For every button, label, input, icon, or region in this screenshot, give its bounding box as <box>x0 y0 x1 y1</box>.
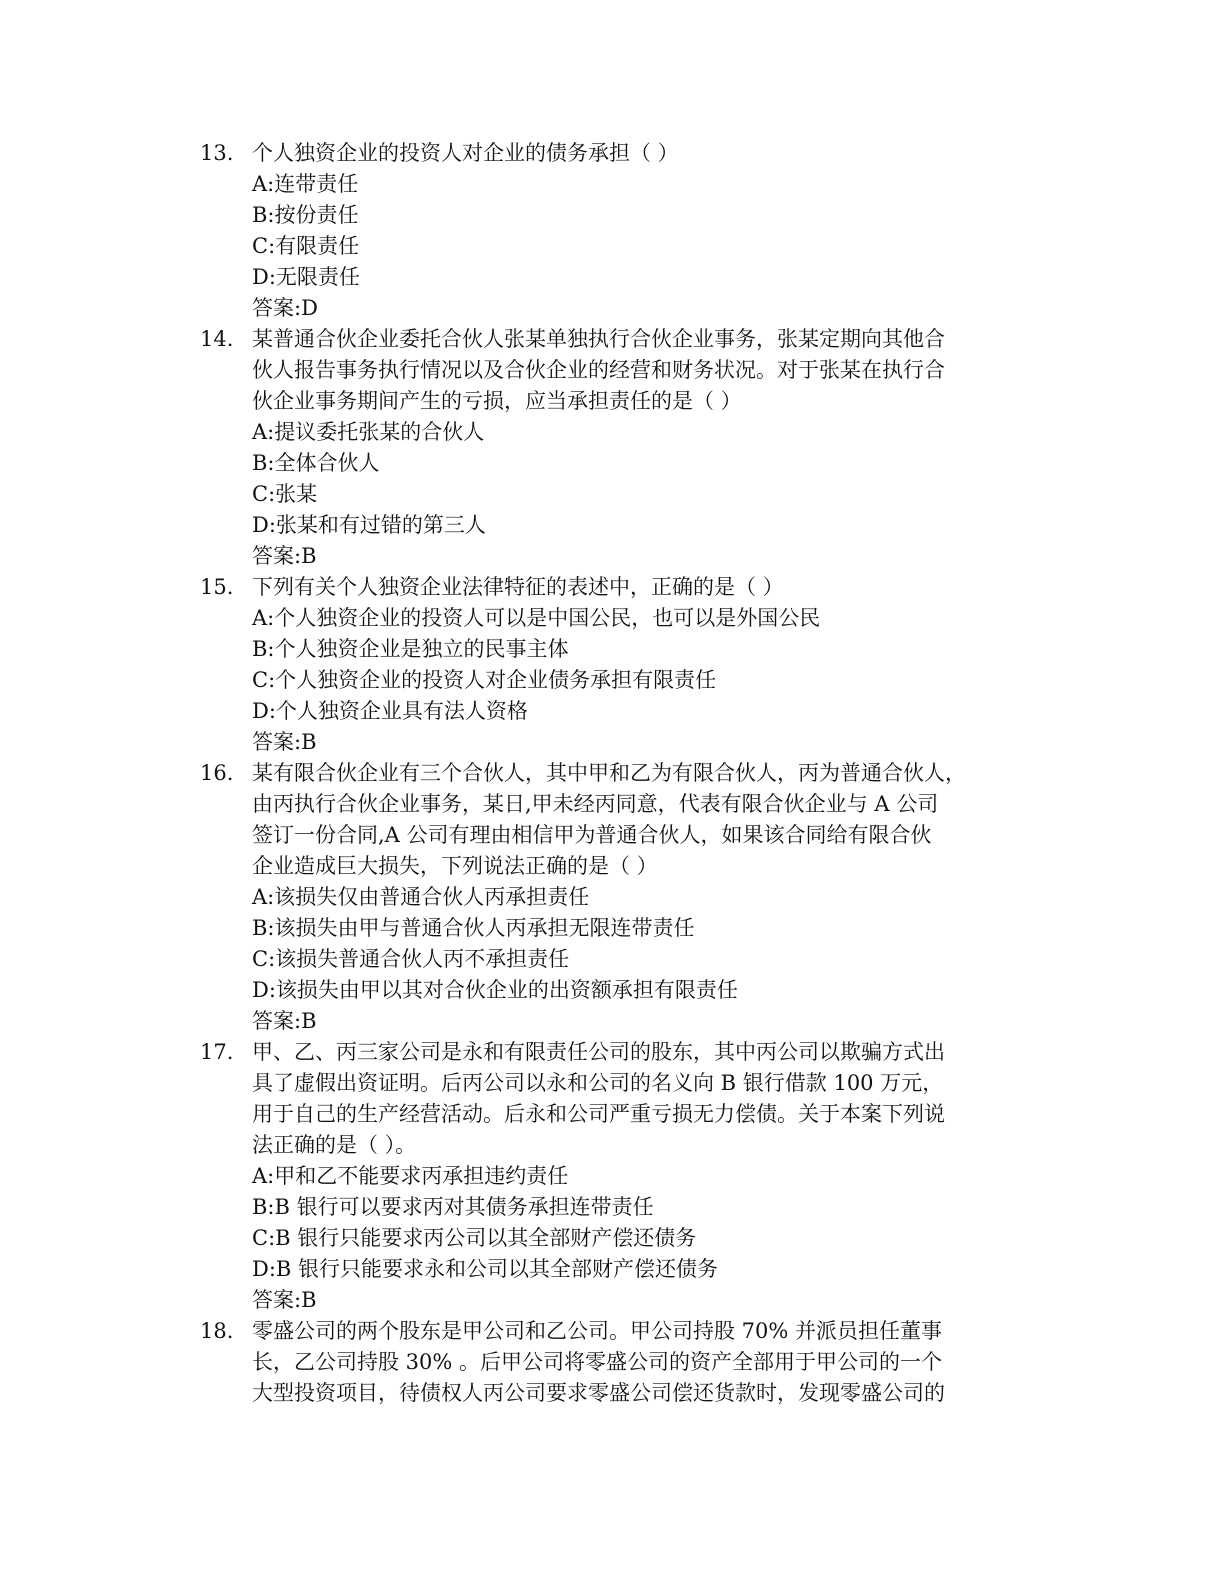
option-c: C:B 银行只能要求丙公司以其全部财产偿还债务 <box>252 1226 697 1250</box>
question-15 <box>200 572 1060 758</box>
question-number: 17. <box>200 1040 234 1064</box>
question-stem-line: 签订一份合同,A 公司有理由相信甲为普通合伙人，如果该合同给有限合伙 <box>252 823 932 847</box>
question-stem-line: 某普通合伙企业委托合伙人张某单独执行合伙企业事务，张某定期向其他合 <box>252 327 945 351</box>
question-stem-line: 个人独资企业的投资人对企业的债务承担（ ） <box>252 141 679 165</box>
answer: 答案:B <box>252 1288 317 1312</box>
option-d: D:张某和有过错的第三人 <box>252 513 486 537</box>
question-stem-line: 大型投资项目，待债权人丙公司要求零盛公司偿还货款时，发现零盛公司的 <box>252 1381 945 1405</box>
question-stem-line: 伙人报告事务执行情况以及合伙企业的经营和财务状况。对于张某在执行合 <box>252 358 945 382</box>
option-b: B:B 银行可以要求丙对其债务承担连带责任 <box>252 1195 654 1219</box>
question-list <box>200 138 1060 1409</box>
option-b: B:该损失由甲与普通合伙人丙承担无限连带责任 <box>252 916 695 940</box>
question-16 <box>200 758 1060 1037</box>
option-a: A:个人独资企业的投资人可以是中国公民，也可以是外国公民 <box>252 606 821 630</box>
option-a: A:连带责任 <box>252 172 359 196</box>
option-d: D:个人独资企业具有法人资格 <box>252 699 528 723</box>
option-d: D:B 银行只能要求永和公司以其全部财产偿还债务 <box>252 1257 719 1281</box>
option-b: B:按份责任 <box>252 203 359 227</box>
option-d: D:该损失由甲以其对合伙企业的出资额承担有限责任 <box>252 978 738 1002</box>
question-number: 16. <box>200 761 234 785</box>
option-c: C:该损失普通合伙人丙不承担责任 <box>252 947 570 971</box>
question-stem-line: 甲、乙、丙三家公司是永和有限责任公司的股东，其中丙公司以欺骗方式出 <box>252 1040 945 1064</box>
option-c: C:张某 <box>252 482 318 506</box>
question-stem-line: 具了虚假出资证明。后丙公司以永和公司的名义向 B 银行借款 100 万元， <box>252 1071 944 1095</box>
answer: 答案:D <box>252 296 318 320</box>
question-stem-line: 某有限合伙企业有三个合伙人，其中甲和乙为有限合伙人，丙为普通合伙人， <box>252 761 966 785</box>
question-number: 15. <box>200 575 234 599</box>
question-stem-line: 由丙执行合伙企业事务，某日,甲未经丙同意，代表有限合伙企业与 A 公司 <box>252 792 939 816</box>
question-number: 18. <box>200 1319 234 1343</box>
option-c: C:个人独资企业的投资人对企业债务承担有限责任 <box>252 668 717 692</box>
question-17 <box>200 1037 1060 1316</box>
question-number: 14. <box>200 327 234 351</box>
option-d: D:无限责任 <box>252 265 360 289</box>
question-number: 13. <box>200 141 234 165</box>
question-14 <box>200 324 1060 572</box>
question-stem-line: 零盛公司的两个股东是甲公司和乙公司。甲公司持股 70% 并派员担任董事 <box>252 1319 943 1343</box>
option-b: B:全体合伙人 <box>252 451 380 475</box>
question-13 <box>200 138 1060 324</box>
question-stem-line: 长，乙公司持股 30% 。后甲公司将零盛公司的资产全部用于甲公司的一个 <box>252 1350 943 1374</box>
option-b: B:个人独资企业是独立的民事主体 <box>252 637 569 661</box>
option-a: A:提议委托张某的合伙人 <box>252 420 485 444</box>
question-stem-line: 用于自己的生产经营活动。后永和公司严重亏损无力偿债。关于本案下列说 <box>252 1102 945 1126</box>
question-stem-line: 下列有关个人独资企业法律特征的表述中，正确的是（ ） <box>252 575 784 599</box>
question-stem-line: 伙企业事务期间产生的亏损，应当承担责任的是（ ） <box>252 389 742 413</box>
option-a: A:该损失仅由普通合伙人丙承担责任 <box>252 885 590 909</box>
option-a: A:甲和乙不能要求丙承担违约责任 <box>252 1164 569 1188</box>
question-stem-line: 法正确的是（ ）。 <box>252 1133 417 1157</box>
option-c: C:有限责任 <box>252 234 360 258</box>
answer: 答案:B <box>252 730 317 754</box>
answer: 答案:B <box>252 1009 317 1033</box>
question-18 <box>200 1316 1060 1409</box>
question-stem-line: 企业造成巨大损失，下列说法正确的是（ ） <box>252 854 658 878</box>
answer: 答案:B <box>252 544 317 568</box>
